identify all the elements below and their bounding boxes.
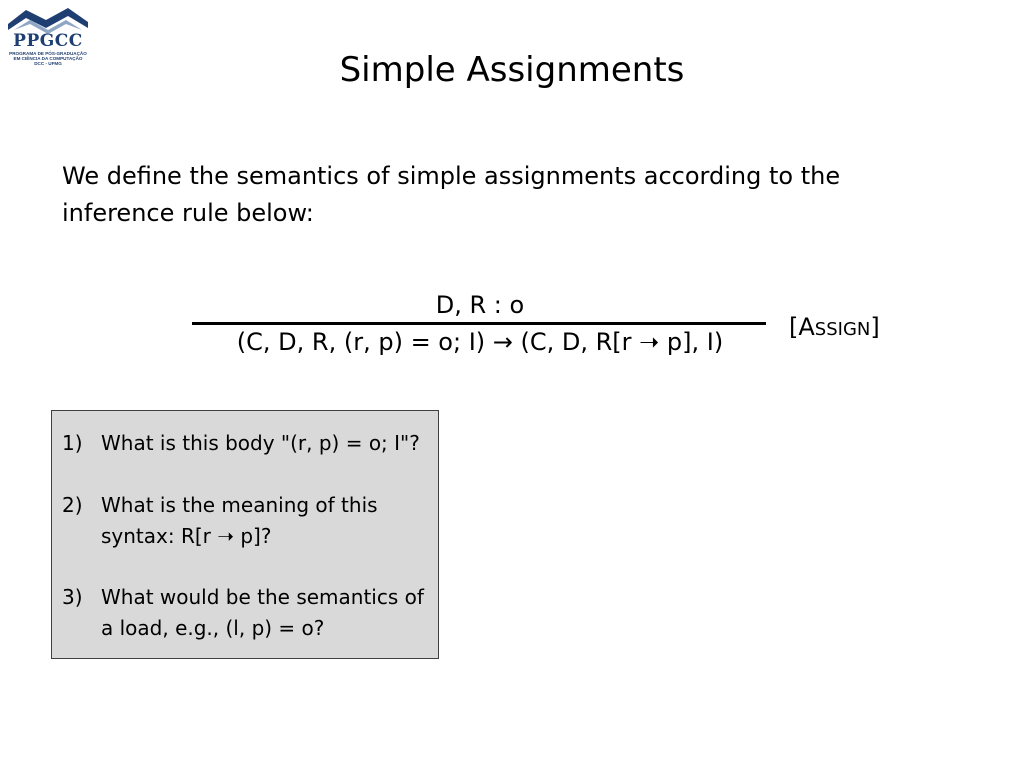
questions-box xyxy=(51,410,439,659)
rule-conclusion: (C, D, R, (r, p) = o; I) → (C, D, R[r ➝ p], I) xyxy=(236,328,724,356)
rule-premise: D, R : o xyxy=(435,291,525,319)
rule-divider xyxy=(192,322,766,325)
question-item xyxy=(62,582,432,644)
question-number: 2) xyxy=(62,493,83,517)
inference-rule xyxy=(192,290,768,357)
logo-line-3: DCC - UFMG xyxy=(34,61,62,66)
question-text: What is the meaning of this syntax: R[r ➝ p]? xyxy=(101,493,378,548)
question-item xyxy=(62,428,432,459)
question-item xyxy=(62,490,432,552)
rule-name-rest: SSIGN xyxy=(814,319,871,340)
question-text: What is this body "(r, p) = o; I"? xyxy=(101,431,420,455)
logo-line-1: PROGRAMA DE PÓS-GRADUAÇÃO xyxy=(9,51,87,56)
question-number: 1) xyxy=(62,431,83,455)
rule-name-initial: A xyxy=(798,313,815,341)
rule-name-open: [ xyxy=(789,313,799,341)
logo-brand: PPGCC xyxy=(13,31,83,51)
slide-title: Simple Assignments xyxy=(339,50,685,90)
question-text: What would be the semantics of a load, e.g., (l, p) = o? xyxy=(101,585,424,640)
rule-name-close: ] xyxy=(870,313,880,341)
intro-paragraph: We define the semantics of simple assignments according to the inference rule below: xyxy=(62,162,841,227)
question-number: 3) xyxy=(62,585,83,609)
logo-line-2: EM CIÊNCIA DA COMPUTAÇÃO xyxy=(13,56,83,61)
rule-name xyxy=(789,312,880,345)
